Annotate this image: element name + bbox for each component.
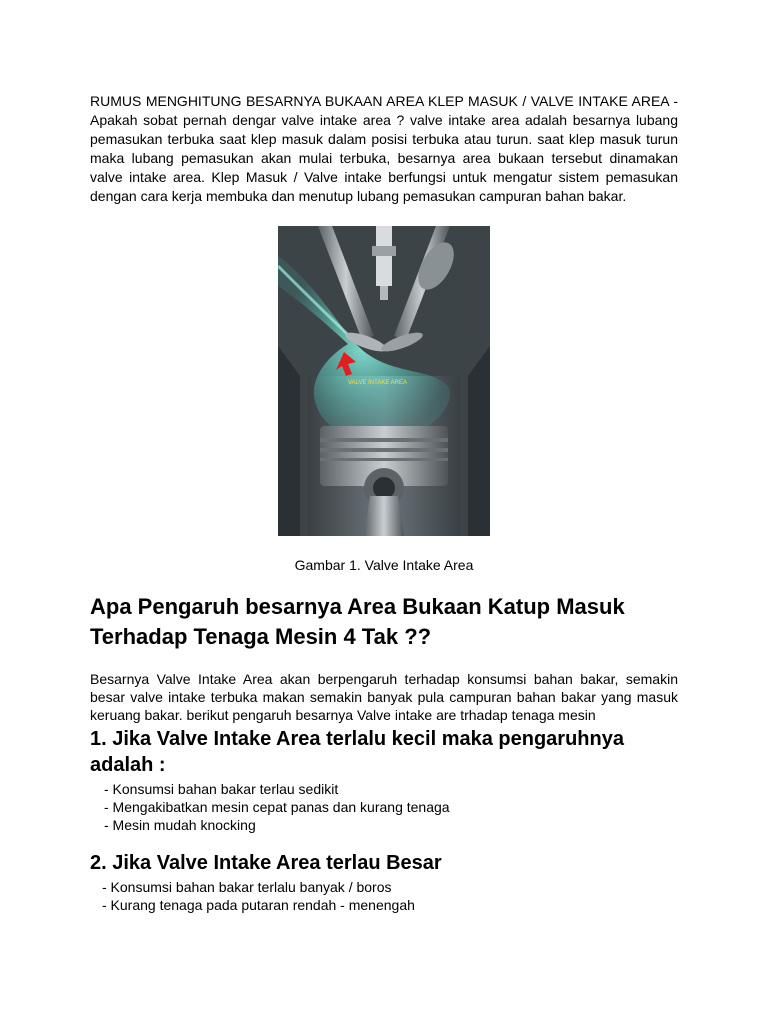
point-2-heading: 2. Jika Valve Intake Area terlau Besar xyxy=(90,852,442,874)
list-item: - Mesin mudah knocking xyxy=(104,817,256,833)
figure-caption: Gambar 1. Valve Intake Area xyxy=(294,557,474,573)
point-1-list xyxy=(90,780,678,834)
intro-paragraph: RUMUS MENGHITUNG BESARNYA BUKAAN AREA KLEP MASUK / VALVE INTAKE AREA - Apakah sobat pernah dengar valve intake area ? valve intake area adalah besarnya lubang pemasukan terbuka saat klep masuk dalam posisi terbuka atau turun. saat klep masuk turun maka lubang pemasukan akan mulai terbuka, besarnya area bukaan tersebut dinamakan valve intake area. Klep Masuk / Valve intake berfungsi untuk mengatur sistem pemasukan dengan cara kerja membuka dan menutup lubang pemasukan campuran bahan bakar. xyxy=(90,93,678,204)
document-page xyxy=(90,92,678,914)
point-2-list xyxy=(90,878,678,914)
valve-intake-area-label: VALVE INTAKE AREA xyxy=(348,380,408,386)
list-item: - Konsumsi bahan bakar terlau sedikit xyxy=(104,781,339,797)
list-item: - Mengakibatkan mesin cepat panas dan kurang tenaga xyxy=(104,799,450,815)
figure-container xyxy=(90,226,678,536)
section-paragraph: Besarnya Valve Intake Area akan berpengaruh terhadap konsumsi bahan bakar, semakin besar valve intake terbuka makan semakin banyak pula campuran bahan bakar yang masuk keruang bakar. berikut pengaruh besarnya Valve intake are trhadap tenaga mesin xyxy=(90,671,678,723)
list-item: - Kurang tenaga pada putaran rendah - menengah xyxy=(102,897,415,913)
engine-cutaway-image xyxy=(278,226,490,536)
engine-illustration xyxy=(278,226,490,536)
section-heading: Apa Pengaruh besarnya Area Bukaan Katup Masuk Terhadap Tenaga Mesin 4 Tak ?? xyxy=(90,594,625,649)
point-1-heading: 1. Jika Valve Intake Area terlalu kecil maka pengaruhnya adalah : xyxy=(90,728,624,776)
list-item: - Konsumsi bahan bakar terlalu banyak / boros xyxy=(102,879,392,895)
